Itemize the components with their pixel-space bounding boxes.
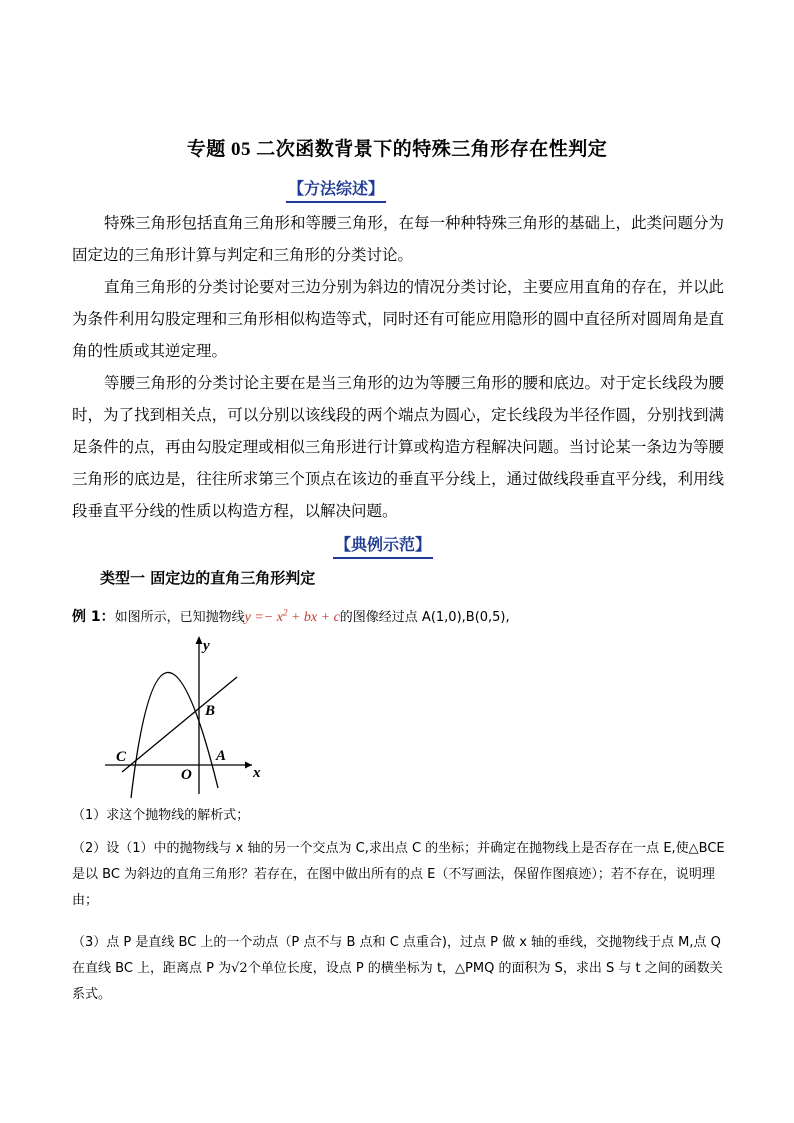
method-paragraph-1: 特殊三角形包括直角三角形和等腰三角形，在每一种种特殊三角形的基础上，此类问题分为固定边的三角形计算与判定和三角形的分类讨论。 [72,214,725,264]
question-3 [72,930,732,1008]
origin-label: O [181,767,192,783]
formula-part-a: y =− x [244,610,283,625]
parabola-curve [131,672,218,798]
sqrt-two: √2 [231,961,248,976]
question-3-part-2: 个单位长度，设点 P 的横坐标为 t，△PMQ 的面积为 S，求出 S 与 t 之间的函数关系式。 [72,961,723,1002]
question-2: （2）设（1）中的抛物线与 x 轴的另一个交点为 C,求出点 C 的坐标；并确定在抛物线上是否存在一点 E,使△BCE 是以 BC 为斜边的直角三角形？若存在，在图中做出所有的点 E（不写画法，保留作图痕迹）；若不存在，说明理由； [72,841,725,908]
example-text-after: 的图像经过点 A(1,0),B(0,5), [339,610,510,625]
example-heading: 【典例示范】 [333,532,433,559]
page-title: 专题 05 二次函数背景下的特殊三角形存在性判定 [186,139,608,160]
parabola-graph [100,632,300,802]
question-1: （1）求这个抛物线的解析式； [72,808,250,823]
example-label: 例 1： [72,609,115,625]
y-axis-label: y [203,638,210,654]
question-3-part-1: （3）点 P 是直线 BC 上的一个动点（P 点不与 B 点和 C 点重合)，过点 P 做 x 轴的垂线，交抛物线于点 M,点 Q 在直线 BC 上，距离点 P 为 [72,935,721,976]
method-paragraph-2: 直角三角形的分类讨论要对三边分别为斜边的情况分类讨论，主要应用直角的存在，并以此为条件利用勾股定理和三角形相似构造等式，同时还有可能应用隐形的圆中直径所对圆周角是直角的性质或其逆定理。 [72,278,725,360]
example-statement [72,606,510,626]
point-c-label: C [116,749,127,765]
point-b-label: B [205,703,216,719]
method-paragraph-3: 等腰三角形的分类讨论主要在是当三角形的边为等腰三角形的腰和底边。对于定长线段为腰时，为了找到相关点，可以分别以该线段的两个端点为圆心，定长线段为半径作圆，分别找到满足条件的点，再由勾股定理或相似三角形进行计算或构造方程解决问题。当讨论某一条边为等腰三角形的底边是，往往所求第三个顶点在该边的垂直平分线上，通过做线段垂直平分线，利用线段垂直平分线的性质以构造方程，以解决问题。 [72,374,725,520]
formula-exponent: 2 [282,607,288,618]
x-axis-label: x [253,765,261,781]
formula-part-b: + bx + c [287,610,340,625]
method-heading: 【方法综述】 [286,176,386,203]
y-axis-arrow-icon [196,636,203,644]
x-axis-arrow-icon [245,762,252,769]
parabola-formula [244,607,340,625]
point-a-label: A [216,748,227,764]
example-text-before: 如图所示，已知抛物线 [114,610,245,625]
type-line: 类型一 固定边的直角三角形判定 [100,569,316,587]
